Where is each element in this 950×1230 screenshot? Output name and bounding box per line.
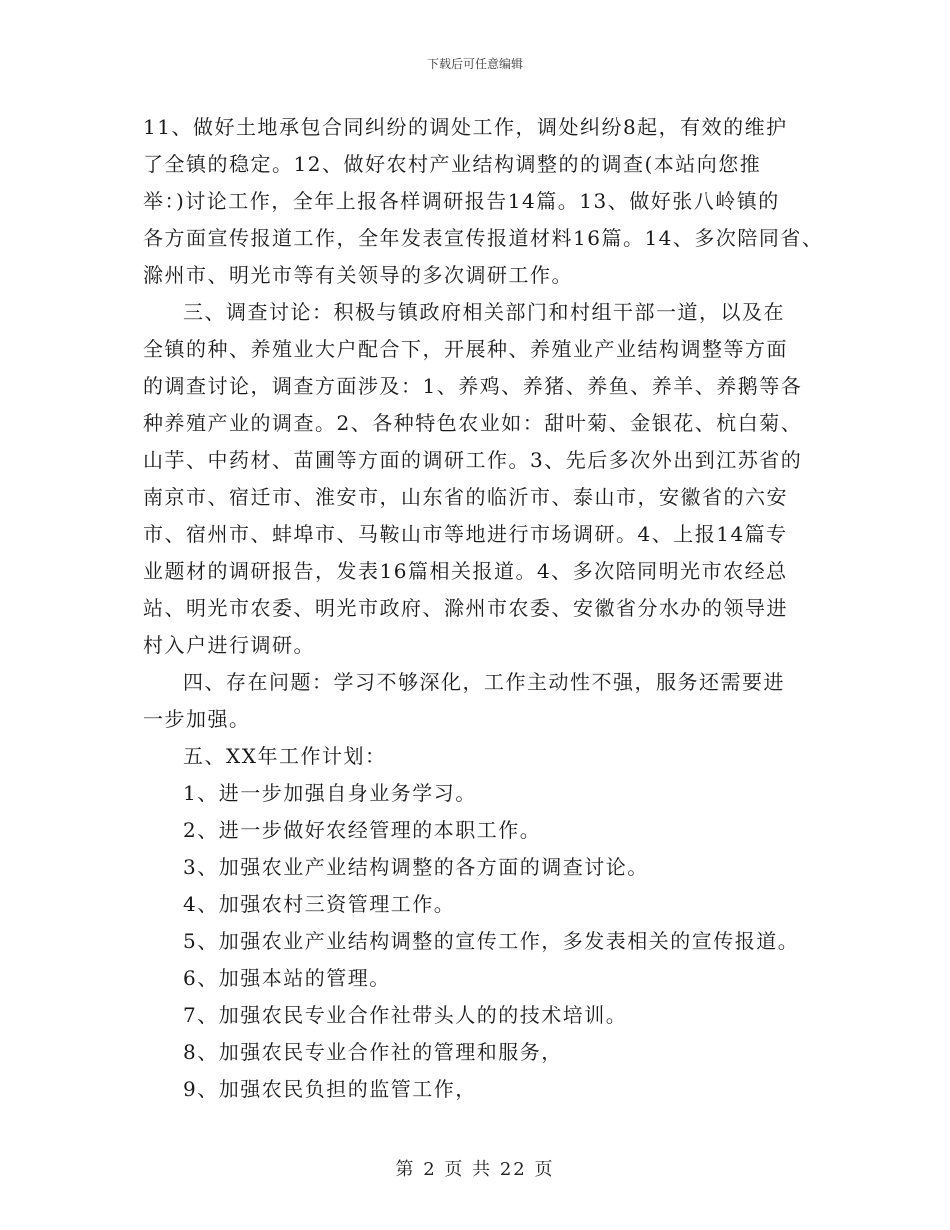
section-heading: 五、XX年工作计划： xyxy=(183,744,387,768)
text-line: 业题材的调研报告，发表16篇相关报道。4、多次陪同明光市农经总 xyxy=(143,559,788,583)
page-number: 第 2 页 共 22 页 xyxy=(395,1159,555,1180)
plan-item: 3、加强农业产业结构调整的各方面的调查讨论。 xyxy=(183,855,649,879)
text-line: 种养殖产业的调查。2、各种特色农业如：甜叶菊、金银花、杭白菊、 xyxy=(143,411,803,435)
text-line: 一步加强。 xyxy=(143,707,251,731)
plan-item: 4、加强农村三资管理工作。 xyxy=(183,892,456,916)
text-line: 滁州市、明光市等有关领导的多次调研工作。 xyxy=(143,263,573,287)
plan-item: 6、加强本站的管理。 xyxy=(183,966,391,990)
text-line: 南京市、宿迁市、淮安市，山东省的临沂市、泰山市，安徽省的六安 xyxy=(143,485,788,509)
text-line: 站、明光市农委、明光市政府、滁州市农委、安徽省分水办的领导进 xyxy=(143,596,788,620)
text-line: 村入户进行调研。 xyxy=(143,633,315,657)
plan-item: 2、进一步做好农经管理的本职工作。 xyxy=(183,818,542,842)
plan-item: 8、加强农民专业合作社的管理和服务， xyxy=(183,1040,563,1064)
section-heading: 四、存在问题：学习不够深化，工作主动性不强，服务还需要进 xyxy=(183,670,785,694)
plan-item: 1、进一步加强自身业务学习。 xyxy=(183,781,477,805)
text-line: 山芋、中药材、苗圃等方面的调研工作。3、先后多次外出到江苏省的 xyxy=(143,448,803,472)
page-header: 下载后可任意编辑 xyxy=(426,57,523,71)
text-line: 全镇的种、养殖业大户配合下，开展种、养殖业产业结构调整等方面 xyxy=(143,337,788,361)
text-line: 了全镇的稳定。12、做好农村产业结构调整的的调查(本站向您推 xyxy=(143,152,762,176)
text-line: 举：)讨论工作，全年上报各样调研报告14篇。13、做好张八岭镇的 xyxy=(143,189,780,213)
plan-item: 9、加强农民负担的监管工作， xyxy=(183,1077,477,1101)
text-line: 11、做好土地承包合同纠纷的调处工作，调处纠纷8起，有效的维护 xyxy=(143,115,788,139)
plan-item: 5、加强农业产业结构调整的宣传工作，多发表相关的宣传报道。 xyxy=(183,929,800,953)
text-line: 市、宿州市、蚌埠市、马鞍山市等地进行市场调研。4、上报14篇专 xyxy=(143,522,788,546)
text-line: 的调查讨论，调查方面涉及：1、养鸡、养猪、养鱼、养羊、养鹅等各 xyxy=(143,374,803,398)
plan-item: 7、加强农民专业合作社带头人的的技术培训。 xyxy=(183,1003,628,1027)
section-heading: 三、调查讨论：积极与镇政府相关部门和村组干部一道，以及在 xyxy=(183,300,785,324)
text-line: 各方面宣传报道工作，全年发表宣传报道材料16篇。14、多次陪同省、 xyxy=(143,226,824,250)
